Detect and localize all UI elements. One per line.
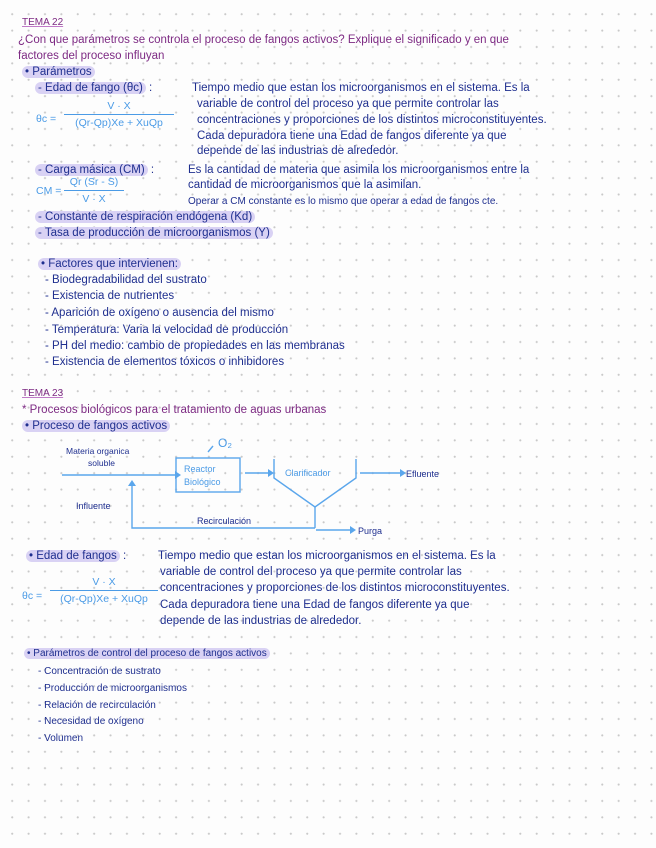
clarifier-shape bbox=[274, 459, 356, 507]
reactor-label: Biológico bbox=[184, 477, 221, 487]
question-line-2: factores del proceso influyan bbox=[18, 50, 165, 62]
activated-sludge-diagram bbox=[0, 430, 656, 540]
edad-def-line: concentraciones y proporciones de los distintos microconstituyentes. bbox=[197, 114, 547, 126]
formula-numerator: Qr (Sr - S) bbox=[64, 176, 124, 191]
control-item: - Necesidad de oxígeno bbox=[38, 716, 144, 727]
control-item: - Producción de microorganismos bbox=[38, 683, 187, 694]
o2-label: O₂ bbox=[218, 436, 232, 450]
edad-fango-row: - Edad de fango (θc) : bbox=[35, 81, 152, 95]
constante-item: - Constante de respiración endógena (Kd) bbox=[35, 211, 255, 223]
carga-def-line: cantidad de microorganismos que la asimilan. bbox=[188, 179, 422, 191]
formula-denominator: (Qr-Qp)Xe + XuQp bbox=[75, 117, 163, 129]
proceso-heading: • Proceso de fangos activos bbox=[22, 420, 170, 432]
edad-formula bbox=[50, 576, 158, 605]
control-item: - Relación de recirculación bbox=[38, 700, 156, 711]
tema-22-title: TEMA 22 bbox=[22, 17, 64, 28]
arrowhead-icon bbox=[128, 480, 136, 486]
edad-formula bbox=[64, 100, 174, 129]
factor-item: - Aparición de oxígeno o ausencia del mismo bbox=[45, 307, 274, 319]
o2-arrow bbox=[208, 446, 213, 452]
factor-item: - Temperatura: Varia la velocidad de producción bbox=[45, 324, 289, 336]
tema-23-title: TEMA 23 bbox=[22, 388, 64, 399]
purge-label: Purga bbox=[358, 526, 383, 536]
edad-def-line: Tiempo medio que estan los microorganismos en el sistema. Es la bbox=[192, 82, 530, 94]
edad-def-line: Cada depuradora tiene una Edad de fangos diferente ya que bbox=[160, 599, 470, 611]
edad-fango-term: - Edad de fango (θc) bbox=[35, 82, 146, 94]
edad-def-line: Cada depuradora tiene una Edad de fangos diferente ya que bbox=[197, 130, 507, 142]
materia-label: Materia organica bbox=[66, 446, 130, 456]
parametros-heading: • Parámetros bbox=[22, 66, 95, 78]
carga-def-line: Operar a CM constante es lo mismo que operar a edad de fangos cte. bbox=[188, 196, 499, 207]
edad-fangos-term: • Edad de fangos bbox=[26, 550, 120, 562]
formula-lhs: CM = bbox=[36, 185, 62, 197]
parametros-row bbox=[22, 65, 95, 79]
arrowhead-icon bbox=[350, 526, 356, 534]
factor-item: - PH del medio: cambio de propiedades en las membranas bbox=[45, 340, 345, 352]
control-row bbox=[24, 647, 270, 661]
formula-lhs: θc = bbox=[22, 590, 43, 602]
factor-item: - Existencia de elementos tóxicos o inhibidores bbox=[45, 356, 285, 368]
constante-row bbox=[35, 210, 255, 224]
formula-lhs: θc = bbox=[36, 113, 57, 125]
materia-label: soluble bbox=[88, 458, 115, 468]
arrowhead-icon bbox=[175, 471, 181, 479]
edad-def-line: variable de control del proceso ya que permite controlar las bbox=[160, 566, 462, 578]
formula-numerator: V · X bbox=[50, 576, 158, 591]
effluent-label: Efluente bbox=[406, 469, 440, 479]
carga-def-line: Es la cantidad de materia que asimila los microorganismos entre la bbox=[188, 164, 530, 176]
formula-denominator: (Qr-Qp)Xe + XuQp bbox=[60, 593, 148, 605]
edad-def-line: concentraciones y proporciones de los distintos microconstituyentes. bbox=[160, 582, 510, 594]
tema-23-subtitle: * Procesos biológicos para el tratamiento de aguas urbanas bbox=[22, 404, 327, 416]
edad-fangos-row: • Edad de fangos : bbox=[26, 549, 126, 563]
question-line-1: ¿Con que parámetros se controla el proceso de fangos activos? Explique el significado y en que bbox=[18, 34, 509, 46]
carga-formula bbox=[64, 176, 124, 205]
edad-def-line: Tiempo medio que estan los microorganismos en el sistema. Es la bbox=[158, 550, 496, 562]
formula-denominator: V · X bbox=[82, 193, 106, 205]
tasa-item: - Tasa de producción de microorganismos (Y) bbox=[35, 227, 273, 239]
edad-def-line: variable de control del proceso ya que permite controlar las bbox=[197, 98, 499, 110]
carga-masica-term: - Carga másica (CM) bbox=[35, 164, 148, 176]
arrowhead-icon bbox=[268, 469, 274, 477]
formula-numerator: V · X bbox=[64, 100, 174, 115]
factores-heading: • Factores que intervienen: bbox=[38, 258, 181, 270]
influent-label: Influente bbox=[76, 501, 111, 511]
control-item: - Concentración de sustrato bbox=[38, 666, 161, 677]
edad-def-line: depende de las industrias de alrededor. bbox=[160, 615, 362, 627]
recirculation-label: Recirculación bbox=[197, 516, 252, 526]
control-heading: • Parámetros de control del proceso de fangos activos bbox=[24, 648, 270, 659]
edad-def-line: depende de las industrias de alrededor. bbox=[197, 145, 399, 157]
factor-item: - Biodegradabilidad del sustrato bbox=[45, 274, 207, 286]
control-item: - Volumen bbox=[38, 733, 84, 744]
factores-row bbox=[38, 257, 181, 271]
carga-row: - Carga másica (CM) : bbox=[35, 163, 154, 177]
reactor-label: Reactor bbox=[184, 464, 216, 474]
factor-item: - Existencia de nutrientes bbox=[45, 290, 175, 302]
clarifier-label: Clarificador bbox=[285, 468, 331, 478]
tasa-row bbox=[35, 226, 273, 240]
